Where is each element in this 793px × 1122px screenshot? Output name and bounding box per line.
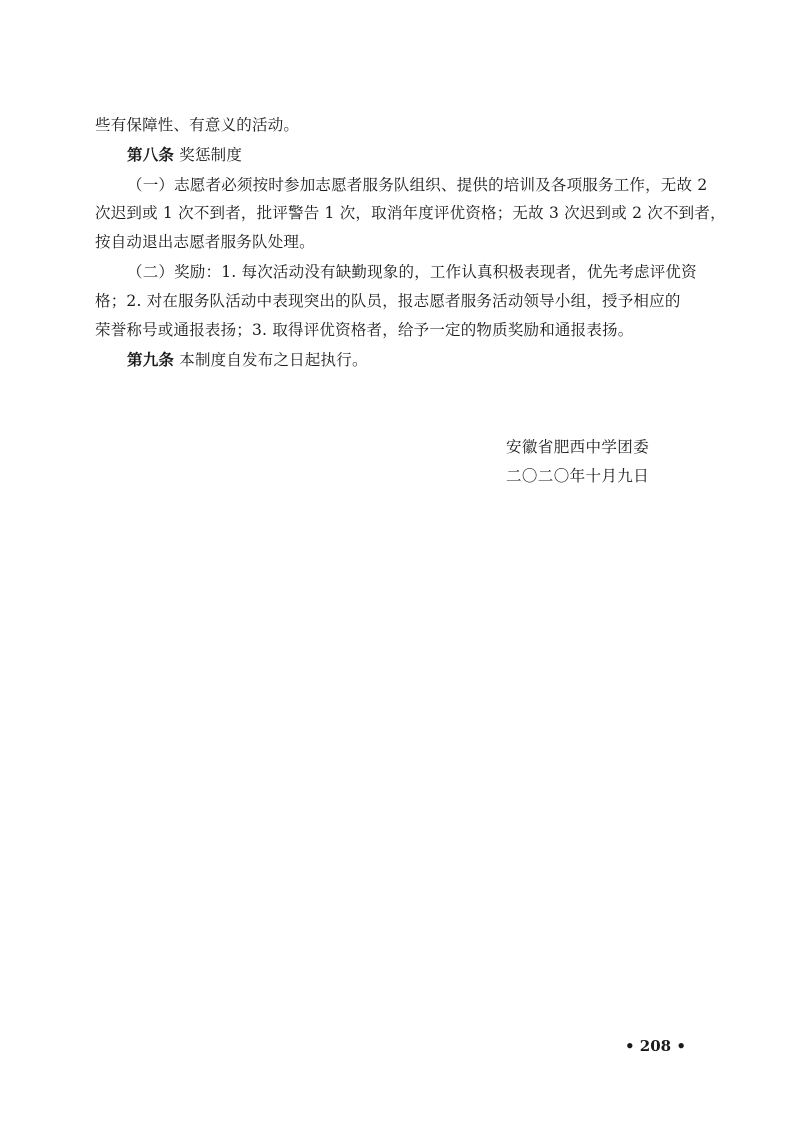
article-number: 第八条: [127, 145, 175, 164]
page-number: • 208 •: [625, 1037, 686, 1055]
paragraph-line: 些有保障性、有意义的活动。: [95, 116, 300, 134]
paragraph-line: 格；2. 对在服务队活动中表现突出的队员，报志愿者服务活动领导小组，授予相应的: [95, 292, 681, 310]
paragraph-line: （二）奖励：1. 每次活动没有缺勤现象的，工作认真积极表现者，优先考虑评优资: [127, 263, 697, 281]
signature-org: 安徽省肥西中学团委: [506, 438, 650, 456]
paragraph-line: 次迟到或 1 次不到者，批评警告 1 次，取消年度评优资格；无故 3 次迟到或 2 次不到者，: [95, 204, 726, 222]
paragraph-line: 按自动退出志愿者服务队处理。: [95, 233, 315, 251]
article-number: 第九条: [127, 350, 175, 369]
article-9-heading: [127, 350, 712, 370]
paragraph-line: 荣誉称号或通报表扬；3. 取得评优资格者，给予一定的物质奖励和通报表扬。: [95, 321, 634, 339]
article-8-heading: [127, 145, 712, 165]
paragraph-line: （一）志愿者必须按时参加志愿者服务队组织、提供的培训及各项服务工作，无故 2: [127, 176, 708, 194]
article-text: 本制度自发布之日起执行。: [179, 351, 368, 369]
signature-date: 二〇二〇年十月九日: [506, 467, 650, 485]
article-title: 奖惩制度: [179, 146, 243, 164]
